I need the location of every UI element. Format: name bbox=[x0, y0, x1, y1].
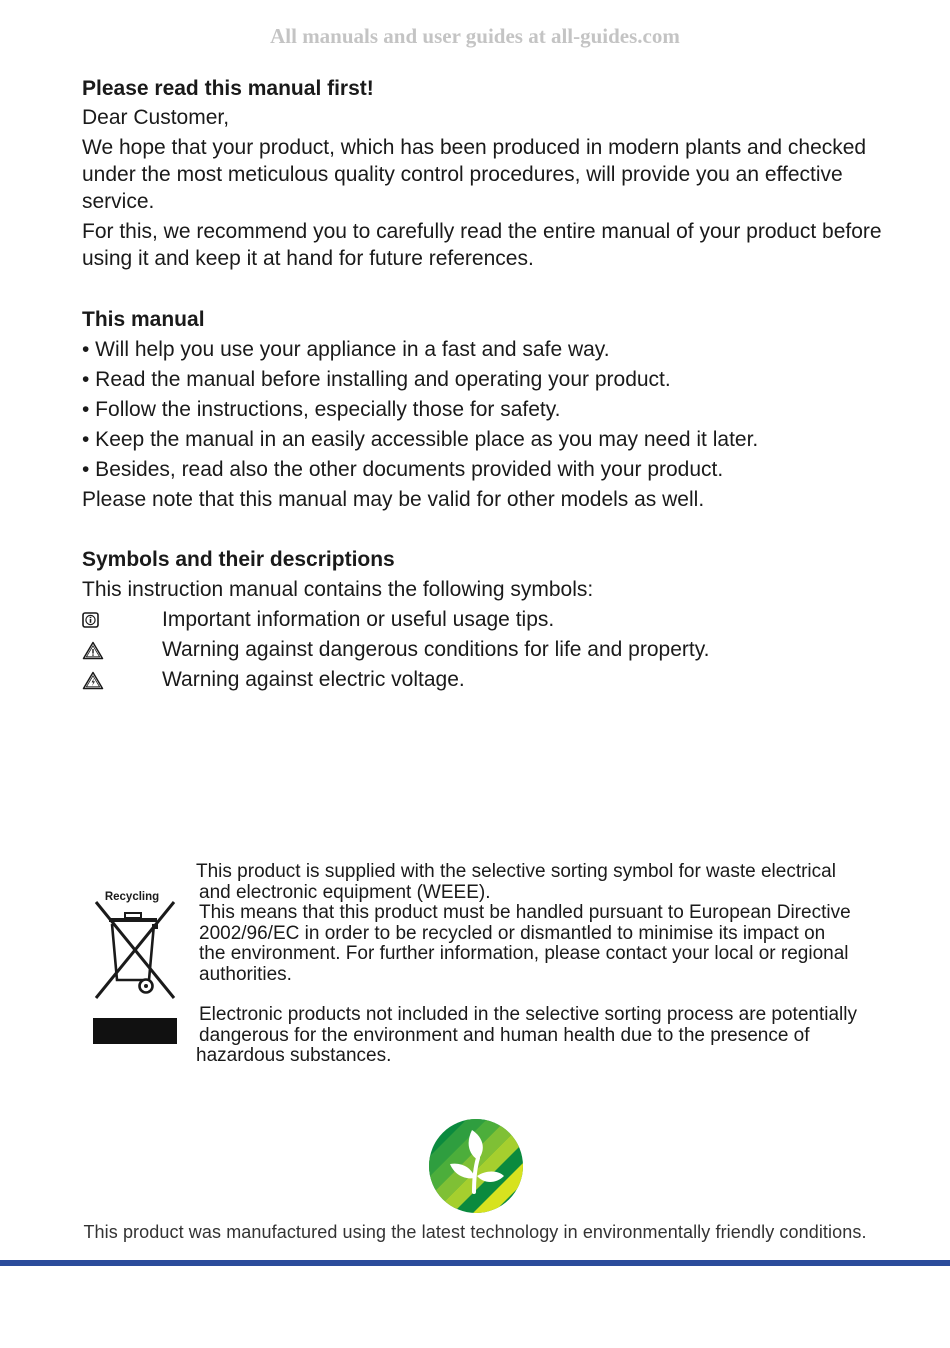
list-item: • Besides, read also the other documents provided with your product. bbox=[82, 458, 724, 481]
weee-line: dangerous for the environment and human health due to the presence of bbox=[199, 1024, 810, 1046]
list-item: • Follow the instructions, especially those for safety. bbox=[82, 398, 561, 421]
weee-line: hazardous substances. bbox=[196, 1045, 392, 1066]
weee-line: This product is supplied with the selective sorting symbol for waste electrical bbox=[196, 861, 836, 882]
symbol-row-warning bbox=[82, 635, 882, 665]
recycling-label: Recycling bbox=[104, 891, 160, 903]
info-icon bbox=[82, 612, 162, 628]
footer-text: This product was manufactured using the latest technology in environmentally friendly conditions. bbox=[83, 1222, 867, 1242]
greeting: Dear Customer, bbox=[82, 106, 230, 129]
weee-line: This means that this product must be handled pursuant to European Directive bbox=[199, 902, 851, 923]
watermark: All manuals and user guides at all-guides.com bbox=[270, 24, 680, 48]
electric-warning-icon bbox=[82, 671, 162, 690]
symbol-row-info bbox=[82, 605, 882, 635]
weee-text bbox=[196, 862, 876, 1067]
symbols-intro: This instruction manual contains the following symbols: bbox=[82, 578, 594, 601]
manual-content bbox=[82, 74, 882, 695]
list-item: • Read the manual before installing and operating your product. bbox=[82, 368, 671, 391]
list-item: • Will help you use your appliance in a fast and safe way. bbox=[82, 338, 610, 361]
symbol-description: Warning against electric voltage. bbox=[162, 668, 465, 691]
symbols-heading: Symbols and their descriptions bbox=[82, 548, 395, 571]
footer-divider bbox=[0, 1260, 950, 1266]
symbol-row-electric bbox=[82, 665, 882, 695]
weee-line: and electronic equipment (WEEE). bbox=[199, 881, 491, 903]
weee-line: the environment. For further information, please contact your local or regional bbox=[199, 943, 849, 964]
manual-heading: This manual bbox=[82, 308, 205, 331]
warning-icon bbox=[82, 641, 162, 660]
symbol-description: Important information or useful usage tips. bbox=[162, 608, 555, 631]
symbol-description: Warning against dangerous conditions for life and property. bbox=[162, 638, 710, 661]
intro-paragraph-1: We hope that your product, which has been produced in modern plants and checked under the most meticulous quality control procedures, will provide you an effective service. bbox=[82, 136, 867, 213]
intro-heading: Please read this manual first! bbox=[82, 77, 374, 100]
weee-line: authorities. bbox=[199, 963, 292, 985]
manual-note: Please note that this manual may be valid for other models as well. bbox=[82, 488, 705, 511]
recycling-bin-icon bbox=[90, 888, 180, 1051]
list-item: • Keep the manual in an easily accessible place as you may need it later. bbox=[82, 428, 759, 451]
weee-line: 2002/96/EC in order to be recycled or dismantled to minimise its impact on bbox=[199, 922, 826, 944]
eco-leaf-icon bbox=[428, 1118, 524, 1219]
weee-line: Electronic products not included in the selective sorting process are potentially bbox=[199, 1004, 857, 1025]
intro-paragraph-2: For this, we recommend you to carefully read the entire manual of your product before using it and keep it at hand for future references. bbox=[82, 220, 882, 270]
